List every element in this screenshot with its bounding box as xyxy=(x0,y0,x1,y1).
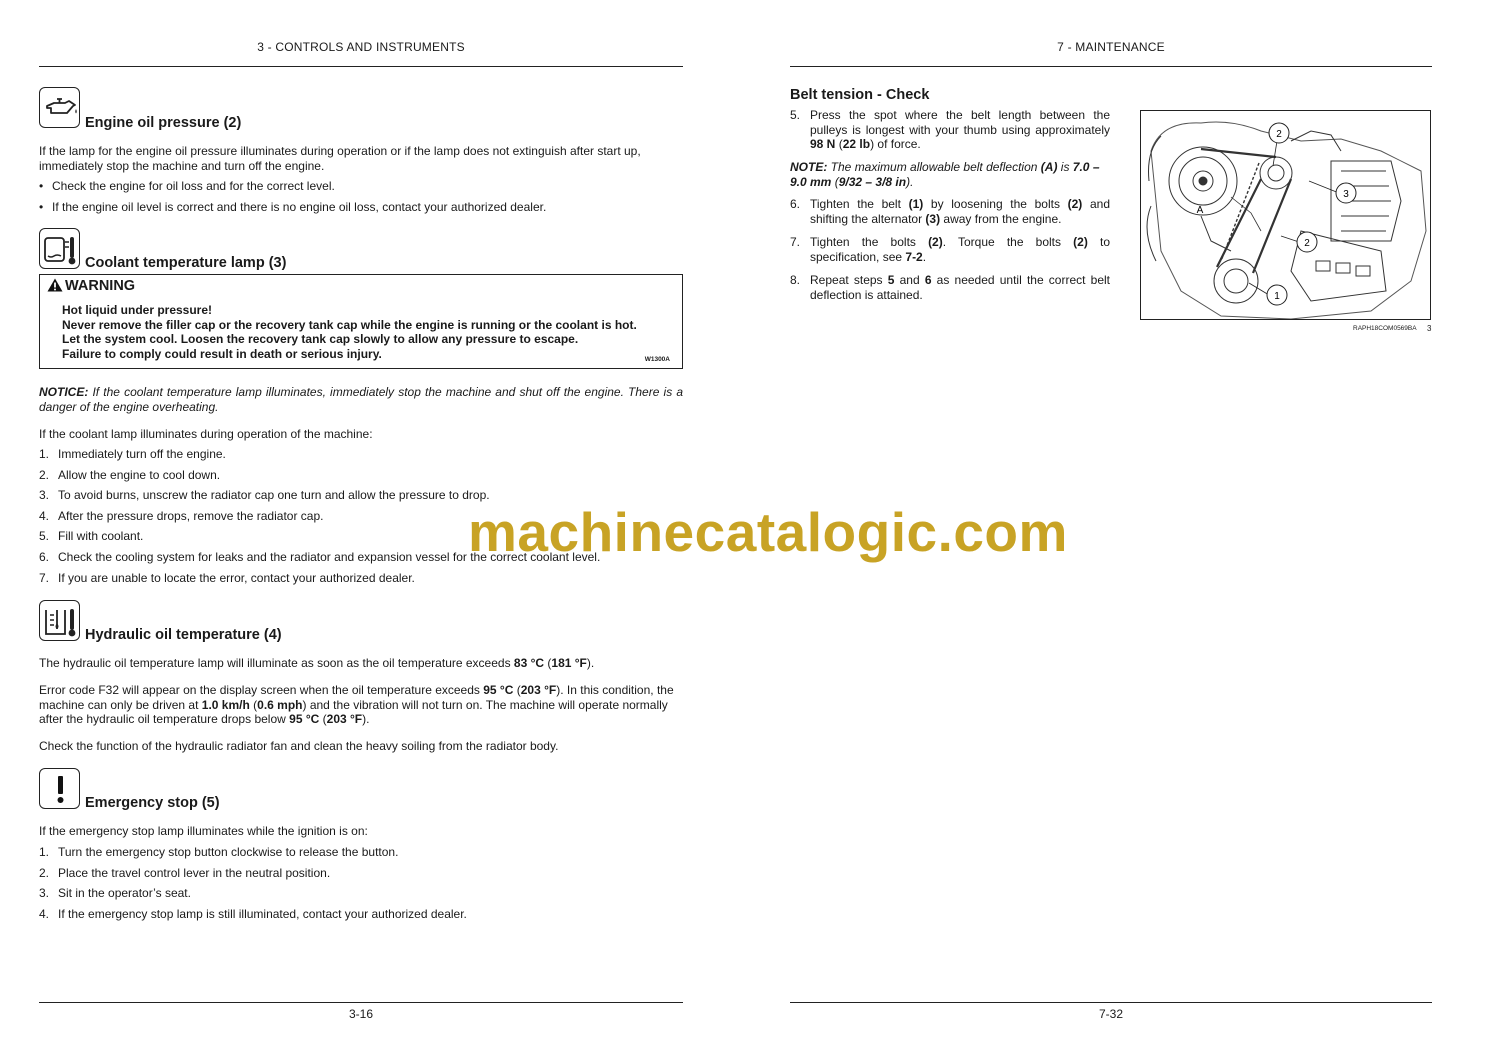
notice-label: NOTICE: xyxy=(39,385,89,399)
list-item: 8. Repeat steps 5 and 6 as needed until the correct belt deflection is attained. xyxy=(790,273,1110,302)
list-item: 3. To avoid burns, unscrew the radiator cap one turn and allow the pressure to drop. xyxy=(39,488,490,503)
list-item: 7. If you are unable to locate the error, contact your authorized dealer. xyxy=(39,570,415,585)
belt-steps xyxy=(790,235,1110,264)
section-title: Belt tension - Check xyxy=(790,87,930,103)
list-item: 6. Check the cooling system for leaks and the radiator and expansion vessel for the correct coolant level. xyxy=(39,549,601,564)
warning-line: Hot liquid under pressure! xyxy=(62,303,213,317)
list-item: 2. Place the travel control lever in the neutral position. xyxy=(39,865,331,880)
engine-oil-intro: If the lamp for the engine oil pressure illuminates during operation or if the lamp does not extinguish after start up, immediately stop the machine and turn off the engine. xyxy=(39,144,641,173)
hydraulic-paragraph-1: The hydraulic oil temperature lamp will illuminate as soon as the oil temperature exceeds 83 °C (181 °F). xyxy=(39,656,595,670)
warning-triangle-icon xyxy=(47,278,63,292)
figure-dimension-label: A xyxy=(1196,205,1204,216)
running-head: 3 - CONTROLS AND INSTRUMENTS xyxy=(257,40,465,54)
header-rule xyxy=(39,66,683,67)
figure-callout: 2 xyxy=(1276,129,1282,140)
list-item: 7. Tighten the bolts (2). Torque the bolts (2) to specification, see 7-2. xyxy=(790,235,1110,264)
warning-label: WARNING xyxy=(65,278,136,294)
oil-can-icon xyxy=(39,87,80,128)
header-rule xyxy=(790,66,1432,67)
warning-line: Let the system cool. Loosen the recovery tank cap slowly to allow any pressure to escape. xyxy=(62,332,579,346)
list-item: 5. Press the spot where the belt length between the pulleys is longest with your thumb using approximately 98 N (22 lb) of force. xyxy=(790,108,1110,151)
coolant-temperature-icon xyxy=(39,228,80,269)
warning-line: Failure to comply could result in death or serious injury. xyxy=(62,346,382,361)
figure-callout: 1 xyxy=(1274,291,1280,302)
note-paragraph: NOTE: The maximum allowable belt deflection (A) is 7.0 – 9.0 mm (9/32 – 3/8 in). xyxy=(790,160,1100,189)
list-item: 1. Turn the emergency stop button clockwise to release the button. xyxy=(39,845,399,859)
list-item: 4. After the pressure drops, remove the radiator cap. xyxy=(39,508,324,523)
list-item: 2. Allow the engine to cool down. xyxy=(39,467,221,482)
belt-steps xyxy=(790,108,1110,152)
page-number: 3-16 xyxy=(348,1007,374,1021)
section-title: Hydraulic oil temperature (4) xyxy=(85,627,282,643)
warning-text xyxy=(62,303,637,361)
warning-box xyxy=(39,274,683,369)
notice-paragraph xyxy=(39,385,683,414)
watermark: machinecatalogic.com xyxy=(468,501,1068,563)
warning-code: W1300A xyxy=(644,356,670,363)
engine-belt-figure xyxy=(1140,110,1431,320)
emergency-steps xyxy=(39,845,683,927)
engine-illustration xyxy=(1141,111,1431,320)
list-item: 4. If the emergency stop lamp is still illuminated, contact your authorized dealer. xyxy=(39,906,467,921)
belt-steps xyxy=(790,273,1110,302)
hydraulic-oil-temperature-icon xyxy=(39,600,80,641)
figure-callout: 2 xyxy=(1304,238,1310,249)
footer-rule xyxy=(39,1002,683,1003)
list-item: 5. Fill with coolant. xyxy=(39,529,144,544)
exclamation-icon xyxy=(39,768,80,809)
hydraulic-paragraph-2: Error code F32 will appear on the display screen when the oil temperature exceeds 95 °C (203 °F). In this condition, the machine can only be driven at 1.0 km/h (0.6 mph) and the vibration will not turn on. The machine will operate normally after the hydraulic oil temperature drops below 95 °C (203 °F). xyxy=(39,683,674,726)
figure-caption: RAPH18COM0569BA xyxy=(1353,325,1417,332)
belt-steps xyxy=(790,197,1110,226)
engine-oil-bullets xyxy=(39,179,683,220)
figure-number: 3 xyxy=(1427,324,1432,333)
list-item: • If the engine oil level is correct and there is no engine oil loss, contact your authorized dealer. xyxy=(39,200,683,215)
hydraulic-paragraph-3: Check the function of the hydraulic radiator fan and clean the heavy soiling from the radiator body. xyxy=(39,739,559,753)
list-item: 3. Sit in the operator’s seat. xyxy=(39,886,191,901)
list-item: • Check the engine for oil loss and for the correct level. xyxy=(39,179,683,194)
section-title: Emergency stop (5) xyxy=(85,795,220,811)
section-title: Coolant temperature lamp (3) xyxy=(85,255,287,271)
footer-rule xyxy=(790,1002,1432,1003)
list-item: 1. Immediately turn off the engine. xyxy=(39,447,226,461)
notice-text: If the coolant temperature lamp illuminates, immediately stop the machine and shut off the engine. There is a danger of the engine overheating. xyxy=(39,385,683,414)
warning-line: Never remove the filler cap or the recovery tank cap while the engine is running or the coolant is hot. xyxy=(62,317,637,332)
warning-header xyxy=(47,278,135,294)
running-head: 7 - MAINTENANCE xyxy=(1057,40,1165,54)
coolant-intro: If the coolant lamp illuminates during operation of the machine: xyxy=(39,427,373,441)
figure-callout: 3 xyxy=(1343,189,1349,200)
list-item: 6. Tighten the belt (1) by loosening the bolts (2) and shifting the alternator (3) away from the engine. xyxy=(790,197,1110,226)
page-number: 7-32 xyxy=(1098,1007,1124,1021)
emergency-intro: If the emergency stop lamp illuminates while the ignition is on: xyxy=(39,824,368,838)
section-title: Engine oil pressure (2) xyxy=(85,115,242,131)
